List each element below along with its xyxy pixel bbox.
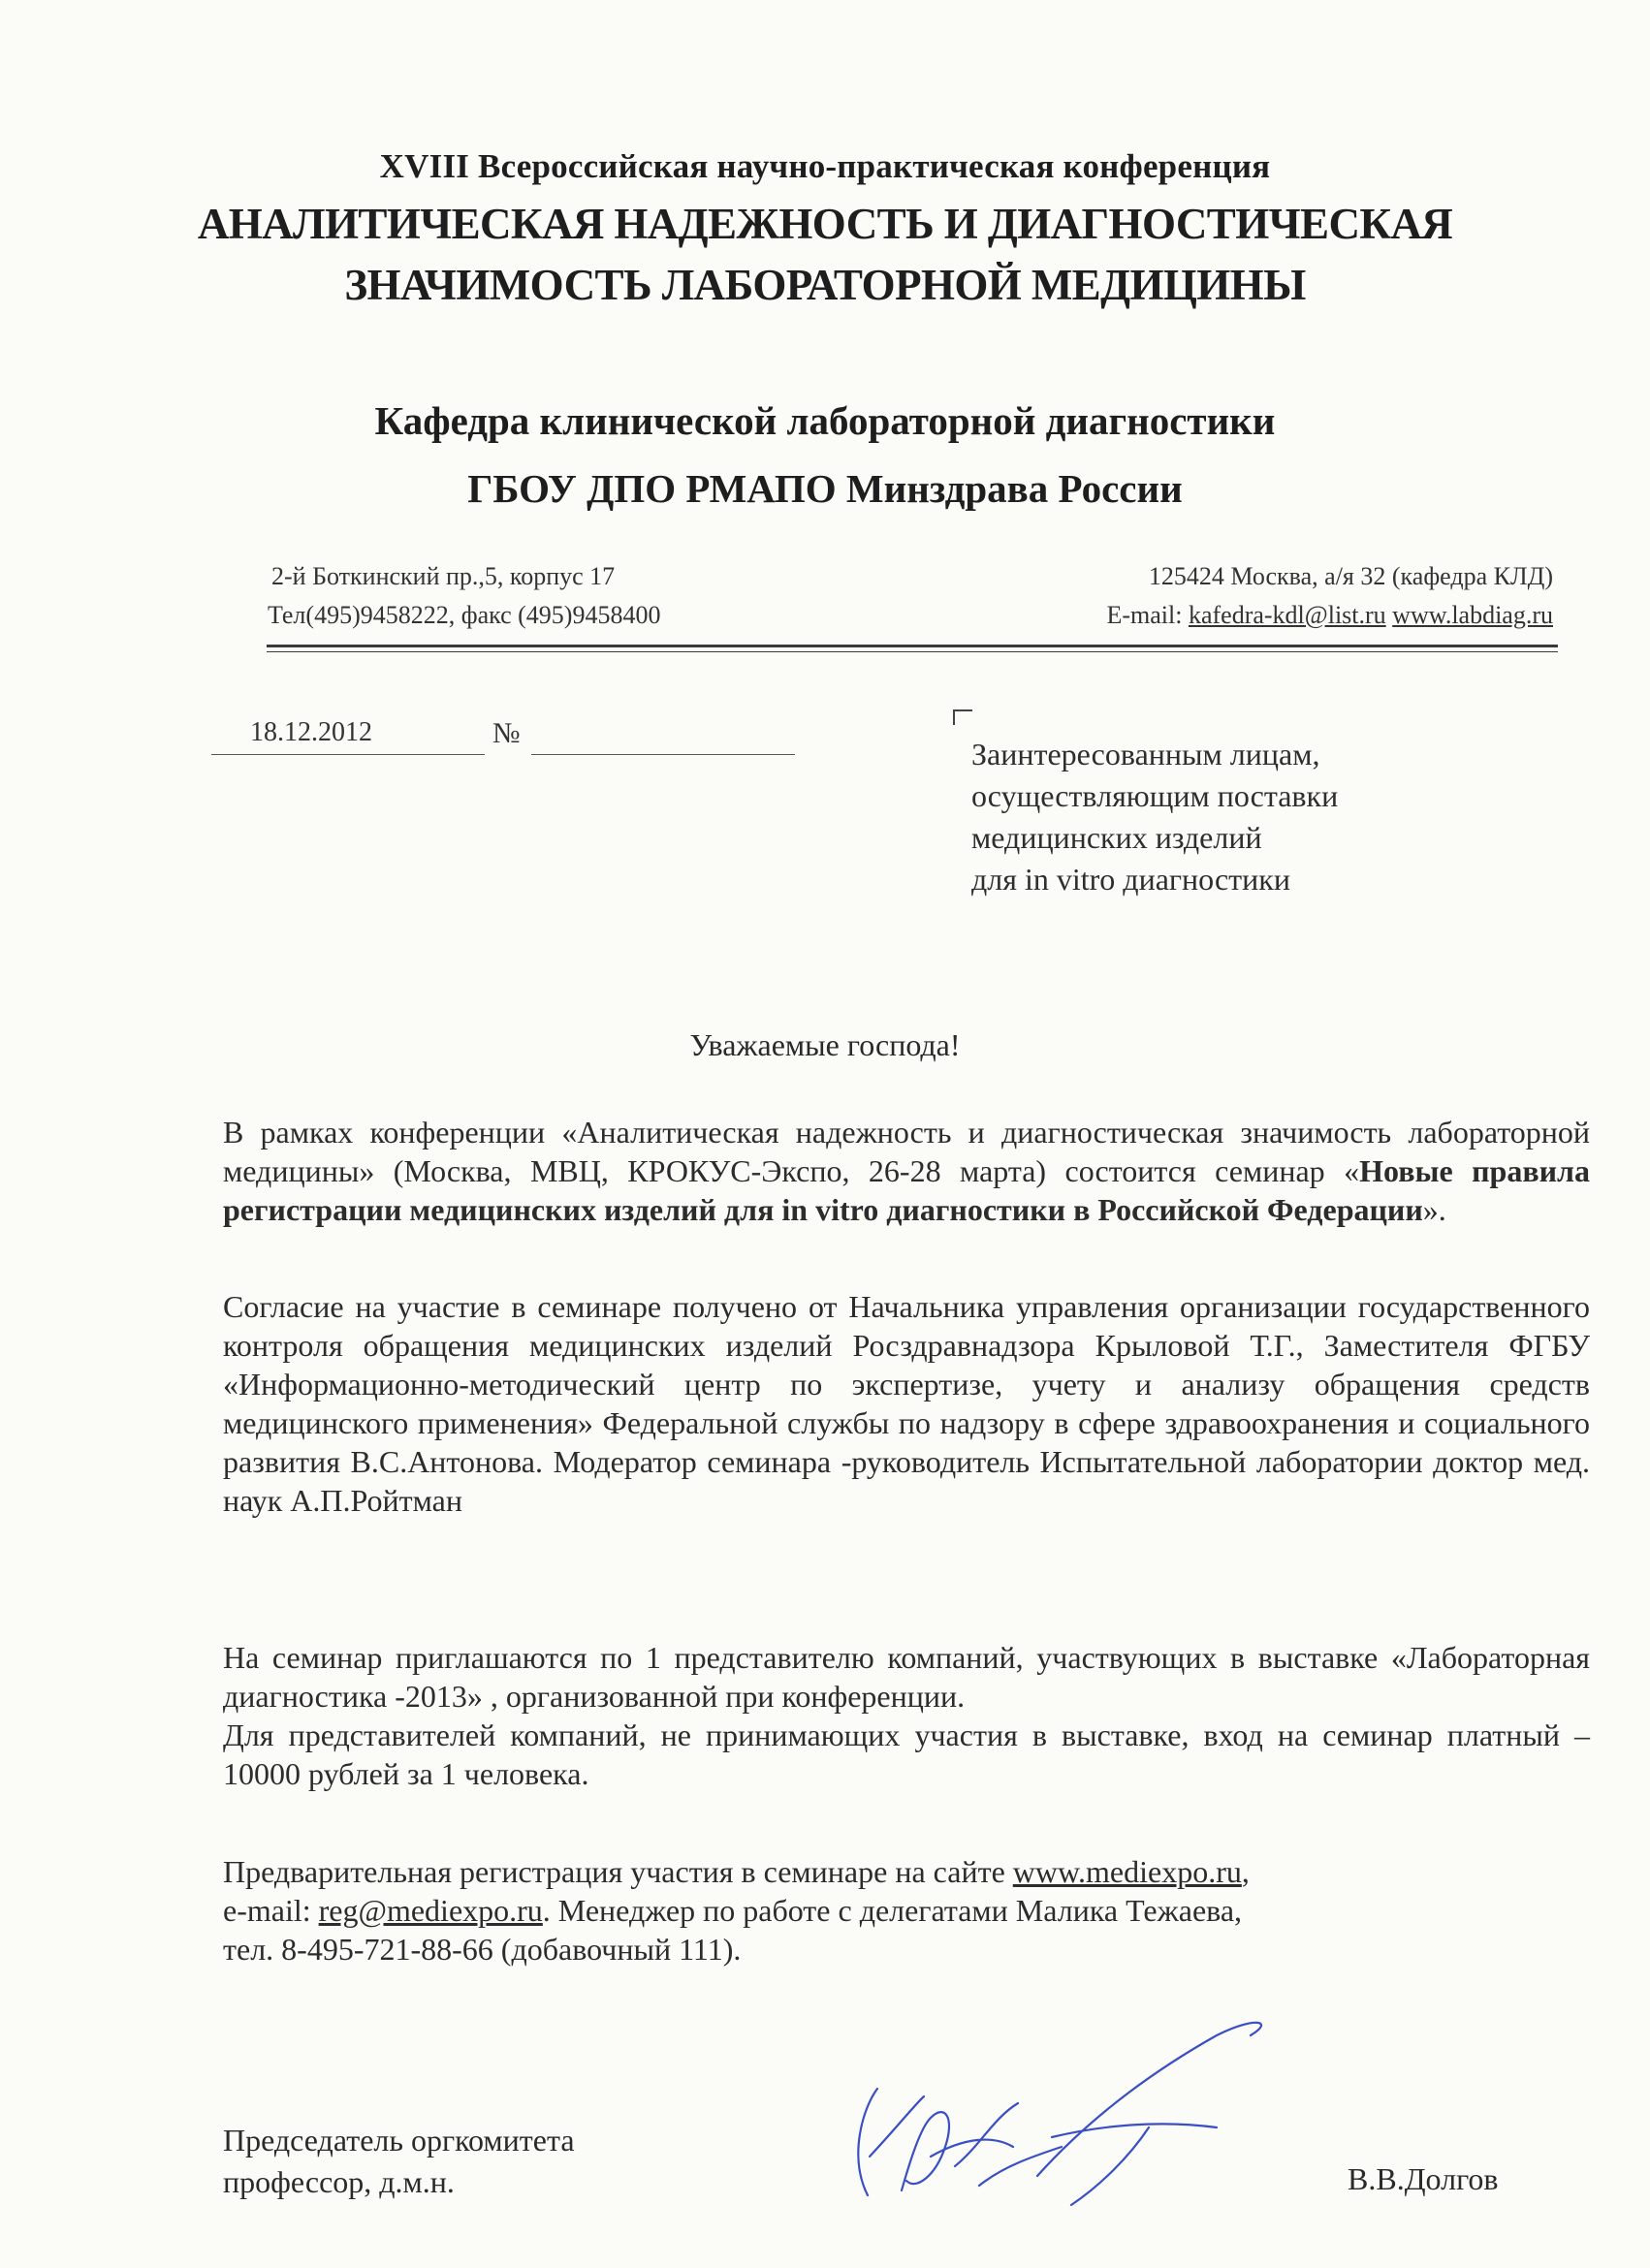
paragraph-text: ». [1422,1192,1446,1227]
addressee-block [971,734,1338,900]
paragraph-text: На семинар приглашаются по 1 представителю компаний, участвующих в выставке «Лабораторная диагностика -2013» , организованной при конференции. [223,1640,1590,1714]
seminar-title: Новые правила регистрации медицинских изделий для in vitro диагностики в Российской Федерации [223,1153,1591,1227]
paragraph-text: . Менеджер по работе с делегатами Малика Тежаева, [542,1893,1243,1928]
registration-paragraph [223,1852,1590,1969]
paragraph-text: Предварительная регистрация участия в семинаре на сайте [223,1854,1013,1889]
addressee-line: Заинтересованным лицам, [971,737,1320,772]
institution-name: ГБОУ ДПО РМАПО Минздрава России [467,466,1183,511]
handwritten-signature [809,2011,1333,2234]
postal-address: 125424 Москва, а/я 32 (кафедра КЛД) [1148,562,1553,590]
department-name: Кафедра клинической лабораторной диагностики [374,398,1276,443]
conference-title-line1: АНАЛИТИЧЕСКАЯ НАДЕЖНОСТЬ И ДИАГНОСТИЧЕСКАЯ [197,200,1453,248]
letter-date: 18.12.2012 [250,717,372,747]
addressee-line: для in vitro диагностики [971,862,1290,897]
body-paragraph: Согласие на участие в семинаре получено от Начальника управления организации государственного контроля обращения медицинских изделий Росздравнадзора Крыловой Т.Г., Заместителя ФГБУ «Информационно-методический центр по экспертизе, учету и анализу обращения средств медицинского применения» Федеральной службы по надзору в сфере здравоохранения и социального развития В.С.Антонова. Модератор семинара -руководитель Испытательной лаборатории доктор мед. наук А.П.Ройтман [223,1289,1590,1518]
signer-degree: профессор, д.м.н. [223,2164,455,2199]
addressee-line: медицинских изделий [971,820,1262,855]
salutation: Уважаемые господа! [689,1027,961,1062]
email-label: E-mail: [1106,601,1183,629]
paragraph-text: В рамках конференции «Аналитическая надежность и диагностическая значимость лабораторной медицины» (Москва, МВЦ, КРОКУС-Экспо, 26-28 марта) состоится семинар « [223,1115,1590,1188]
body-paragraph [223,1638,1590,1793]
signer-name: В.В.Долгов [1348,2161,1499,2196]
paragraph-text: , [1241,1854,1250,1889]
email-link[interactable]: kafedra-kdl@list.ru [1188,601,1386,629]
conference-subtitle: XVIII Всероссийская научно-практическая конференция [379,147,1271,185]
date-underline [211,754,485,755]
paragraph-text: e-mail: [223,1893,319,1928]
conference-title-line2: ЗНАЧИМОСТЬ ЛАБОРАТОРНОЙ МЕДИЦИНЫ [344,261,1306,309]
paragraph-text: Для представителей компаний, не принимающих участия в выставке, вход на семинар платный – 10000 рублей за 1 человека. [223,1717,1590,1791]
corner-mark [953,709,972,725]
header-divider-thin [267,651,1558,652]
signer-position: Председатель оргкомитета [223,2123,575,2158]
body-paragraph [223,1113,1590,1229]
street-address: 2-й Боткинский пр.,5, корпус 17 [271,562,616,590]
website-link[interactable]: www.labdiag.ru [1392,601,1553,629]
signer-title [223,2120,575,2203]
phone-text: тел. 8-495-721-88-66 (добавочный 111). [223,1932,742,1967]
phone-fax: Тел(495)9458222, факс (495)9458400 [268,601,661,629]
mediexpo-site-link[interactable]: www.mediexpo.ru [1012,1854,1242,1889]
letter-number-sign: № [492,717,521,749]
registration-email-link[interactable]: reg@mediexpo.ru [318,1893,543,1928]
addressee-line: осуществляющим поставки [971,778,1339,813]
number-underline [531,754,795,755]
header-divider [267,645,1558,647]
contact-links [1106,601,1553,630]
